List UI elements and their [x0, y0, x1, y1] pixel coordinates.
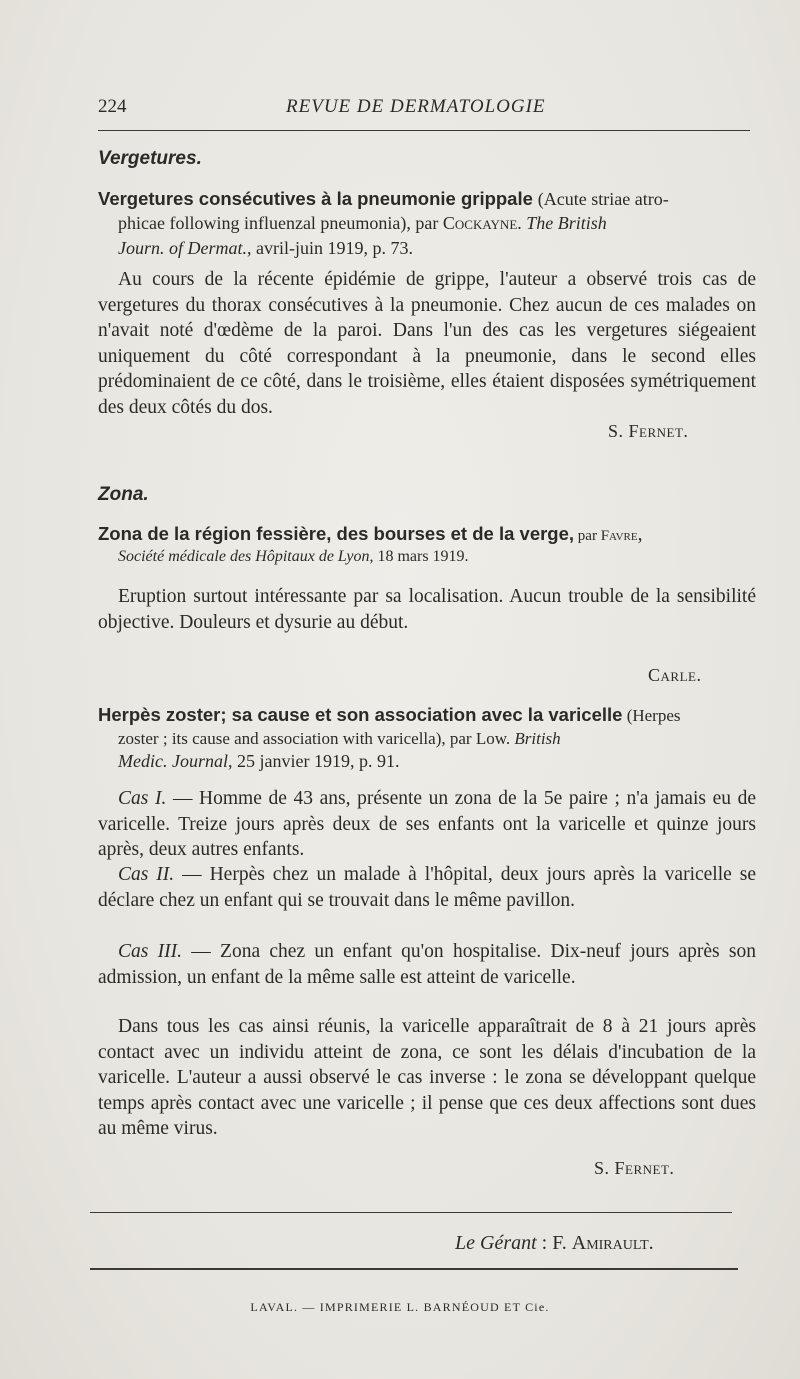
- journal: The British: [526, 213, 607, 233]
- section-title-zona: Zona.: [98, 484, 149, 505]
- case-label: Cas I.: [118, 788, 167, 809]
- article-ref-line: [118, 749, 758, 775]
- footer-rule: [90, 1212, 732, 1213]
- article-ref-line: phicae following influenzal pneumonia), par Cockayne. The British: [118, 213, 607, 233]
- page-number: 224: [98, 96, 127, 117]
- signature: S. Fernet.: [608, 421, 689, 441]
- article-body: Eruption surtout intéressante par sa localisation. Aucun trouble de la sensibilité objective. Douleurs et dysurie au début.: [98, 586, 756, 633]
- printer-imprint: LAVAL. — IMPRIMERIE L. BARNÉOUD ET Cie.: [250, 1300, 550, 1314]
- society: Société médicale des Hôpitaux de Lyon: [118, 548, 370, 565]
- journal: Journ. of Dermat.: [118, 238, 247, 258]
- gerant-sep: : F.: [536, 1232, 572, 1254]
- ref-date: , 25 janvier 1919, p. 91.: [227, 751, 400, 771]
- case-text: — Homme de 43 ans, présente un zona de la 5e paire ; n'a jamais eu de varicelle. Treize jours après deux de ses enfants ont la varicelle et quinze jours après, deux autres enfants.: [98, 788, 756, 860]
- gerant-name: Amirault.: [571, 1232, 654, 1254]
- case-text: — Zona chez un enfant qu'on hospitalise. Dix-neuf jours après son admission, un enfant de la même salle est atteint de varicelle.: [98, 941, 756, 988]
- article-title: Zona de la région fessière, des bourses et de la verge,: [98, 523, 575, 544]
- case-text: — Herpès chez un malade à l'hôpital, deux jours après la varicelle se déclare chez un enfant qui se trouvait dans le même pavillon.: [98, 864, 756, 911]
- case-paragraph: [98, 862, 756, 913]
- article-ref-line: [118, 726, 758, 752]
- gerant-label: Le Gérant: [455, 1232, 537, 1254]
- ref-par: par: [574, 528, 601, 544]
- journal: British: [514, 729, 561, 748]
- author: Favre: [600, 528, 638, 544]
- author: Cockayne: [442, 213, 518, 233]
- case-paragraph: [98, 786, 756, 863]
- case-paragraph: [98, 939, 756, 990]
- journal: Medic. Journal: [118, 751, 228, 771]
- signature: Carle.: [648, 665, 702, 685]
- article-body: Dans tous les cas ainsi réunis, la varicelle apparaîtrait de 8 à 21 jours après contact avec un individu atteint de zona, ce sont les délais d'incubation de la varicelle. L'auteur a aussi observé le cas inverse : le zona se développant quelque temps après contact avec une varicelle ; il pense que ces deux affections sont dues au même virus.: [98, 1016, 756, 1139]
- page-header: [98, 96, 750, 122]
- case-label: Cas II.: [118, 864, 175, 885]
- section-title-vergetures: Vergetures.: [98, 148, 202, 169]
- ref-text: (Herpes: [622, 706, 681, 725]
- case-label: Cas III.: [118, 941, 182, 962]
- article-ref: (Acute striae atro-: [537, 189, 669, 209]
- article-title: Vergetures consécutives à la pneumonie grippale: [98, 188, 533, 209]
- article-title: Herpès zoster; sa cause et son association avec la varicelle: [98, 704, 623, 725]
- article-zona-heading: Zona de la région fessière, des bourses et de la verge, par Favre,: [98, 523, 643, 545]
- article-herpes-heading: [98, 702, 756, 729]
- article-ref-line: [118, 544, 758, 570]
- gerant-line: [455, 1232, 654, 1255]
- imprint-rule: [90, 1268, 738, 1270]
- signature: S. Fernet.: [594, 1158, 675, 1178]
- header-rule: [98, 130, 750, 131]
- running-title: REVUE DE DERMATOLOGIE: [286, 96, 546, 117]
- article-body: Au cours de la récente épidémie de grippe, l'auteur a observé trois cas de vergetures du thorax consécutives à la pneumonie. Chez aucun de ces malades on n'avait noté d'œdème de la paroi. Dans l'un des cas les vergetures siégeaient uniquement du côté correspondant à la pneumonie, dans le second elles prédominaient de ce côté, dans le troisième, elles étaient disposées symétriquement des deux côtés du dos.: [98, 269, 756, 418]
- ref-date: , 18 mars 1919.: [369, 548, 469, 565]
- article-ref-line: [118, 236, 758, 262]
- ref-date: , avril-juin 1919, p. 73.: [247, 238, 413, 258]
- ref-text: zoster ; its cause and association with varicella), par Low.: [118, 729, 515, 748]
- ref-text: phicae following influenzal pneumonia), par: [118, 213, 443, 233]
- article-vergetures-heading: [98, 186, 756, 213]
